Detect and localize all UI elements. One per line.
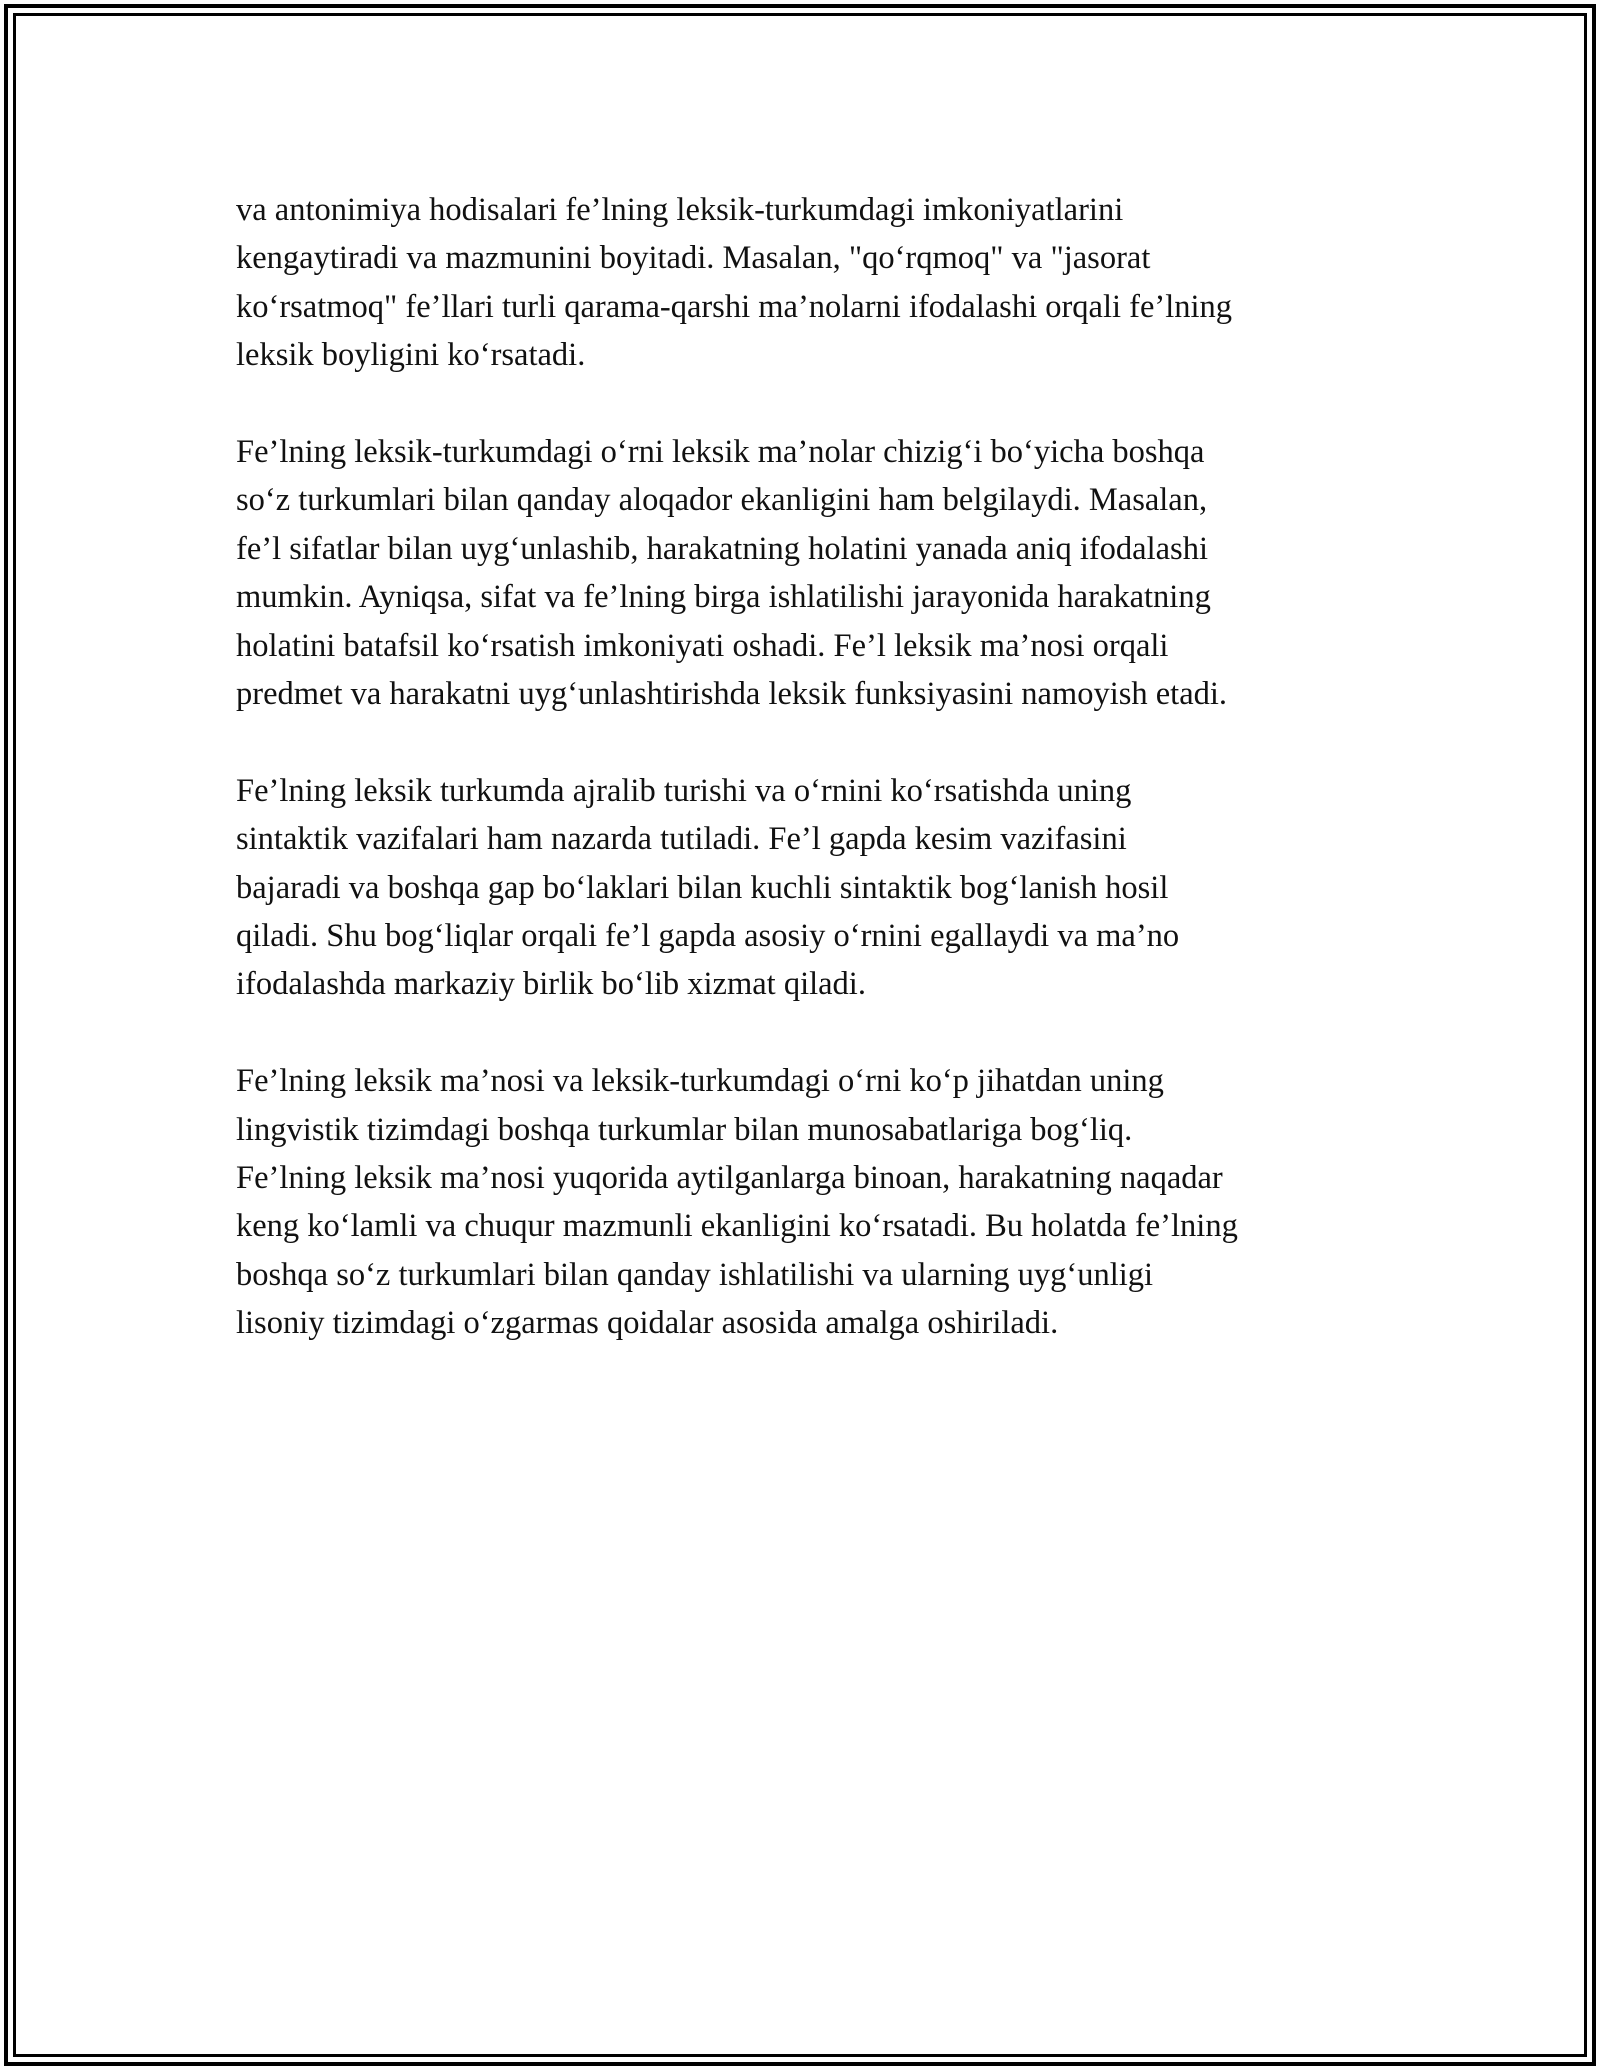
document-body bbox=[236, 186, 1386, 1396]
paragraph-2: Fe’lning leksik-turkumdagi o‘rni leksik ma’nolar chizig‘i bo‘yicha boshqa so‘z turkumlari bilan qanday aloqador ekanligini ham belgilaydi. Masalan, fe’l sifatlar bilan uyg‘unlashib, harakatning holatini yanada aniq ifodalashi mumkin. Ayniqsa, sifat va fe’lning birga ishlatilishi jarayonida harakatning holatini batafsil ko‘rsatish imkoniyati oshadi. Fe’l leksik ma’nosi orqali predmet va harakatni uyg‘unlashtirishda leksik funksiyasini namoyish etadi. bbox=[236, 434, 1228, 713]
paragraph-4: Fe’lning leksik ma’nosi va leksik-turkumdagi o‘rni ko‘p jihatdan uning lingvistik tizimdagi boshqa turkumlar bilan munosabatlariga bog‘liq. Fe’lning leksik ma’nosi yuqorida aytilganlarga binoan, harakatning naqadar keng ko‘lamli va chuqur mazmunli ekanligini ko‘rsatadi. Bu holatda fe’lning boshqa so‘z turkumlari bilan qanday ishlatilishi va ularning uyg‘unligi lisoniy tizimdagi o‘zgarmas qoidalar asosida amalga oshiriladi. bbox=[236, 1063, 1238, 1342]
paragraph-3: Fe’lning leksik turkumda ajralib turishi va o‘rnini ko‘rsatishda uning sintaktik vazifalari ham nazarda tutiladi. Fe’l gapda kesim vazifasini bajaradi va boshqa gap bo‘laklari bilan kuchli sintaktik bog‘lanish hosil qiladi. Shu bog‘liqlar orqali fe’l gapda asosiy o‘rnini egallaydi va ma’no ifodalashda markaziy birlik bo‘lib xizmat qiladi. bbox=[236, 772, 1180, 1003]
paragraph-1: va antonimiya hodisalari fe’lning leksik-turkumdagi imkoniyatlarini kengaytiradi va mazmunini boyitadi. Masalan, "qo‘rqmoq" va "jasorat ko‘rsatmoq" fe’llari turli qarama-qarshi ma’nolarni ifodalashi orqali fe’lning leksik boyligini ko‘rsatadi. bbox=[236, 192, 1233, 374]
